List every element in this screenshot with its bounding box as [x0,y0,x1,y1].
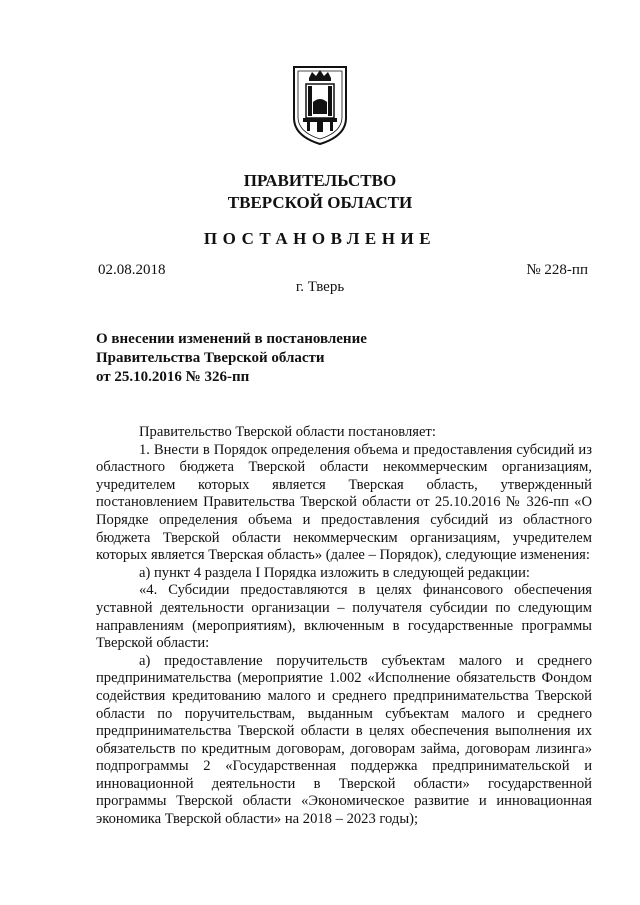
government-title-line1: ПРАВИТЕЛЬСТВО [243,171,397,190]
subject-line: Правительства Тверской области [96,350,325,366]
body-paragraph-subpoint-a: а) предоставление поручительств субъектам малого и среднего предпринимательства (мероприятие 1.002 «Исполнение обязательств Фондом содействия кредитованию малого и среднего предпринимательства Тверской области по поручительствам, выданным субъектам малого и среднего предпринимательства Тверской области в целях обеспечения выполнения их обязательств по кредитным договорам, договорам займа, договорам лизинга» подпрограммы 2 «Государственная поддержка предпринимательской и инновационной деятельности в Тверской области» государственной программы Тверской области «Экономическое развитие и инновационная экономика Тверской области» на 2018 – 2023 годы); [96,652,592,828]
document-date: 02.08.2018 [98,262,166,278]
body-paragraph-intro: Правительство Тверской области постановляет: [139,424,436,440]
document-city: г. Тверь [295,279,345,295]
document-type-title: ПОСТАНОВЛЕНИЕ [203,229,437,248]
coat-of-arms-emblem [291,64,349,146]
subject-line: от 25.10.2016 № 326-пп [96,369,250,385]
subject-line: О внесении изменений в постановление [96,331,367,347]
body-paragraph-point-4: «4. Субсидии предоставляются в целях финансового обеспечения уставной деятельности организации – получателя субсидии по следующим направлениям (мероприятиям), включенным в государственные программы Тверской области: [96,582,592,652]
government-title-line2: ТВЕРСКОЙ ОБЛАСТИ [227,193,413,212]
document-subject [96,330,367,387]
body-paragraph-item-a: а) пункт 4 раздела I Порядка изложить в следующей редакции: [139,564,530,581]
body-paragraph-item-1: 1. Внести в Порядок определения объема и предоставления субсидий из областного бюджета Тверской области некоммерческим организациям, учредителем которых является Тверская область, утвержденный постановлением Правительства Тверской области от 25.10.2016 № 326-пп «О Порядке определения объема и предоставления субсидий из областного бюджета Тверской области некоммерческим организациям, учредителем которых является Тверская область» (далее – Порядок), следующие изменения: [96,441,592,564]
document-body [96,424,592,829]
document-number: № 228-пп [526,262,588,278]
